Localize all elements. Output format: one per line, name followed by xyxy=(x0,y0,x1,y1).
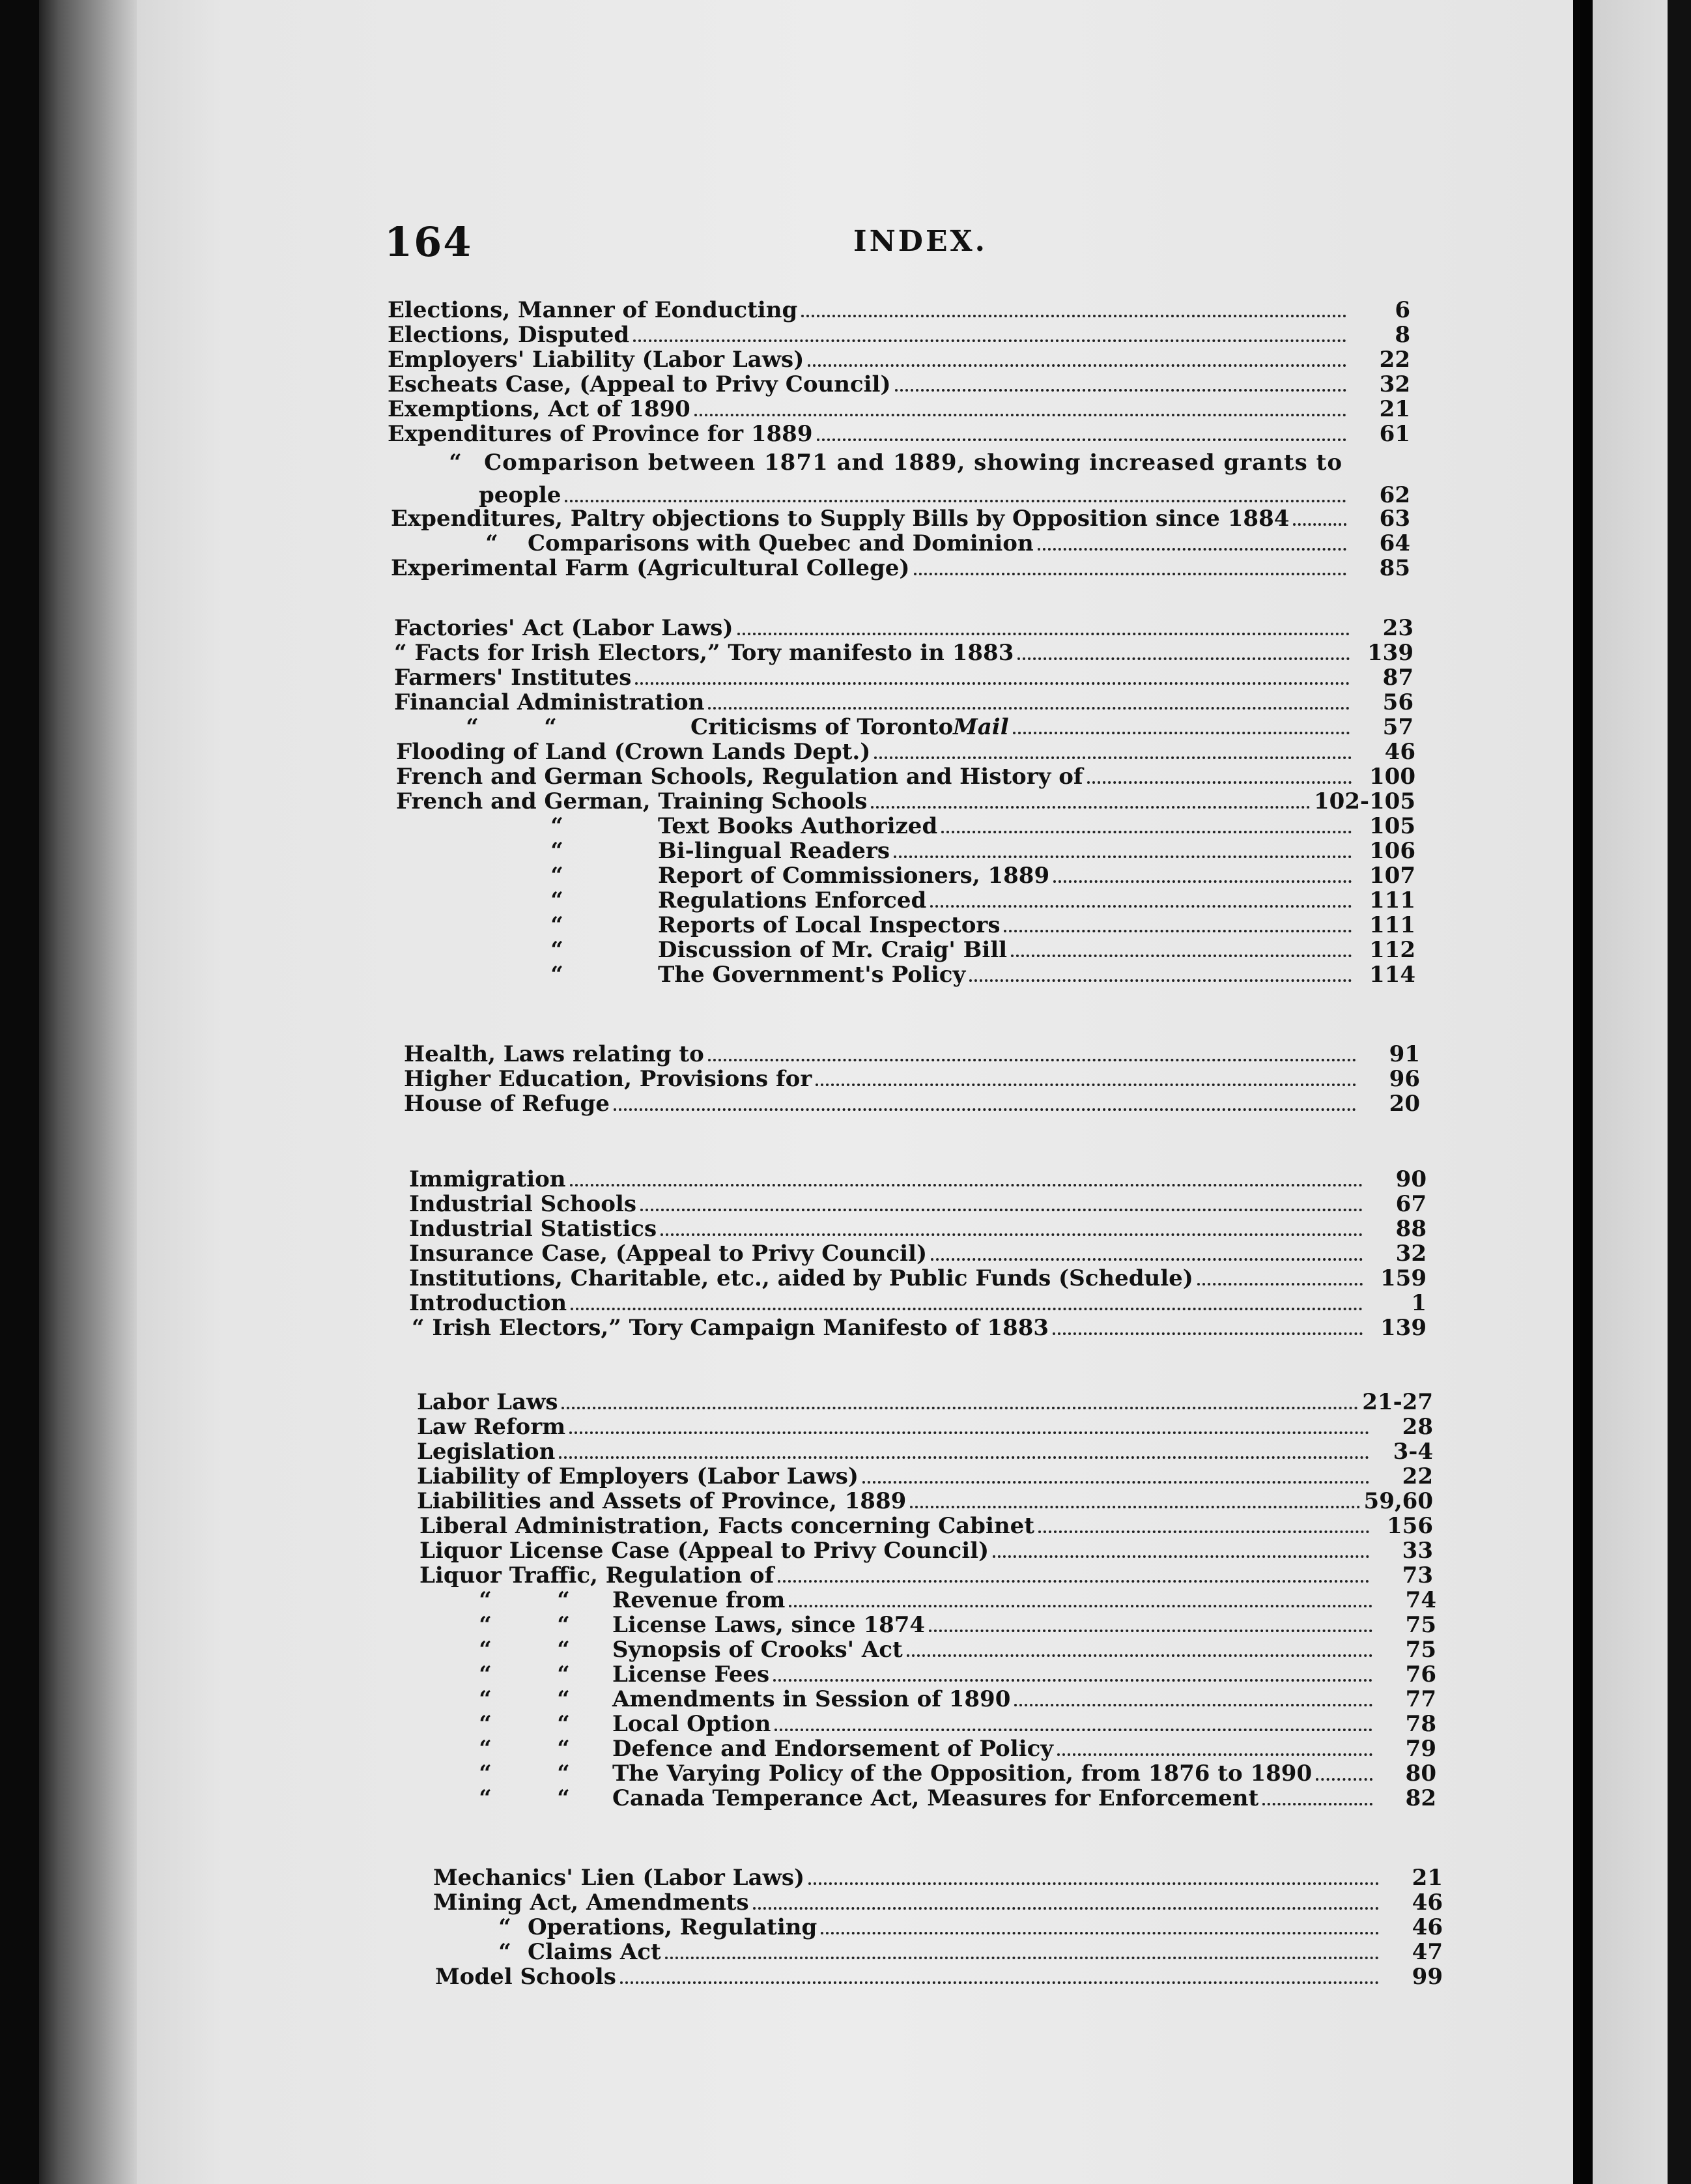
index-entry: Industrial Schools 67 xyxy=(409,1191,1427,1217)
index-entry: Experimental Farm (Agricultural College) 85 xyxy=(391,555,1410,581)
index-entry: Farmers' Institutes 87 xyxy=(394,665,1414,691)
index-entry-subentry: “ Claims Act 47 xyxy=(498,1939,1443,1965)
index-entry: French and German, Training Schools 102-105 xyxy=(396,788,1415,814)
index-entry: “ Facts for Irish Electors,” Tory manifesto in 1883 139 xyxy=(394,640,1414,666)
index-entry-subentry: “ Comparisons with Quebec and Dominion 64 xyxy=(485,530,1410,556)
index-entry: Labor Laws 21-27 xyxy=(417,1389,1433,1415)
index-entry: French and German Schools, Regulation and History of 100 xyxy=(396,764,1415,790)
index-entry: Industrial Statistics 88 xyxy=(409,1216,1427,1242)
italic-mail: Mail xyxy=(953,714,1009,740)
index-entry: Introduction 1 xyxy=(409,1290,1427,1316)
index-entry-subentry: “ Bi-lingual Readers 106 xyxy=(550,838,1415,864)
index-entry: Liquor Traffic, Regulation of 73 xyxy=(419,1562,1433,1588)
index-entry-continuation: people 62 xyxy=(479,482,1410,508)
index-entry-subentry: “ Comparison between 1871 and 1889, showing increased grants to xyxy=(449,450,1343,476)
index-entry-subentry: “ Regulations Enforced 111 xyxy=(550,887,1415,913)
index-entry-subentry: “ “ Amendments in Session of 1890 77 xyxy=(479,1686,1436,1712)
index-entry-subentry: “ “ Synopsis of Crooks' Act 75 xyxy=(479,1637,1436,1663)
index-entry: Immigration 90 xyxy=(409,1166,1427,1192)
index-entry: Escheats Case, (Appeal to Privy Council) 32 xyxy=(388,371,1410,397)
index-entry: Health, Laws relating to 91 xyxy=(404,1041,1420,1067)
index-entry: Higher Education, Provisions for 96 xyxy=(404,1066,1420,1092)
index-entry: Financial Administration 56 xyxy=(394,689,1414,715)
index-entry: Liberal Administration, Facts concerning Cabinet 156 xyxy=(419,1513,1433,1539)
index-entry-subentry: “ “ Local Option 78 xyxy=(479,1711,1436,1737)
index-entry-subentry: “ “ License Fees 76 xyxy=(479,1661,1436,1688)
index-entry: Law Reform 28 xyxy=(417,1414,1433,1440)
index-entry-subentry: “ “ Criticisms of Toronto Mail 57 xyxy=(466,714,1414,740)
index-entry-subentry: “ Discussion of Mr. Craig' Bill 112 xyxy=(550,937,1415,963)
index-entry: Institutions, Charitable, etc., aided by Public Funds (Schedule) 159 xyxy=(409,1265,1427,1291)
index-entry: Expenditures, Paltry objections to Supply Bills by Opposition since 1884 63 xyxy=(391,506,1410,532)
index-entry-subentry: “ Report of Commissioners, 1889 107 xyxy=(550,863,1415,889)
index-entry: Expenditures of Province for 1889 61 xyxy=(388,421,1410,447)
index-entry: Liability of Employers (Labor Laws) 22 xyxy=(417,1463,1433,1489)
index-entry-subentry: “ “ Canada Temperance Act, Measures for Enforcement 82 xyxy=(479,1785,1436,1811)
index-entry: “ Irish Electors,” Tory Campaign Manifesto of 1883 139 xyxy=(412,1315,1427,1341)
index-entry-subentry: “ “ License Laws, since 1874 75 xyxy=(479,1612,1436,1638)
index-entry-subentry: “ “ The Varying Policy of the Opposition, from 1876 to 1890 80 xyxy=(479,1760,1436,1787)
page-number: 164 xyxy=(384,218,473,266)
index-entry: Elections, Manner of Eonducting 6 xyxy=(388,297,1410,323)
index-entry-subentry: “ The Government's Policy 114 xyxy=(550,962,1415,988)
index-entry: Legislation 3-4 xyxy=(417,1439,1433,1465)
index-entry: Employers' Liability (Labor Laws) 22 xyxy=(388,347,1410,373)
index-entry: Mining Act, Amendments 46 xyxy=(433,1889,1443,1916)
page-title: INDEX. xyxy=(853,225,988,258)
index-entry: Mechanics' Lien (Labor Laws) 21 xyxy=(433,1865,1443,1891)
index-entry: Flooding of Land (Crown Lands Dept.) 46 xyxy=(396,739,1415,765)
index-entry-subentry: “ Operations, Regulating 46 xyxy=(498,1914,1443,1940)
index-entry-subentry: “ Reports of Local Inspectors 111 xyxy=(550,912,1415,938)
index-entry: Model Schools 99 xyxy=(435,1964,1443,1990)
index-entry: Insurance Case, (Appeal to Privy Council) 32 xyxy=(409,1241,1427,1267)
index-entry: Elections, Disputed 8 xyxy=(388,322,1410,348)
index-entry: House of Refuge 20 xyxy=(404,1091,1420,1117)
index-entry-subentry: “ “ Revenue from 74 xyxy=(479,1587,1436,1613)
index-entry-subentry: “ “ Defence and Endorsement of Policy 79 xyxy=(479,1736,1436,1762)
index-entry: Exemptions, Act of 1890 21 xyxy=(388,396,1410,422)
index-entry: Factories' Act (Labor Laws) 23 xyxy=(394,615,1414,641)
index-entry: Liquor License Case (Appeal to Privy Council) 33 xyxy=(419,1538,1433,1564)
index-entry: Liabilities and Assets of Province, 1889 59,60 xyxy=(417,1488,1433,1514)
index-entry-subentry: “ Text Books Authorized 105 xyxy=(550,813,1415,839)
